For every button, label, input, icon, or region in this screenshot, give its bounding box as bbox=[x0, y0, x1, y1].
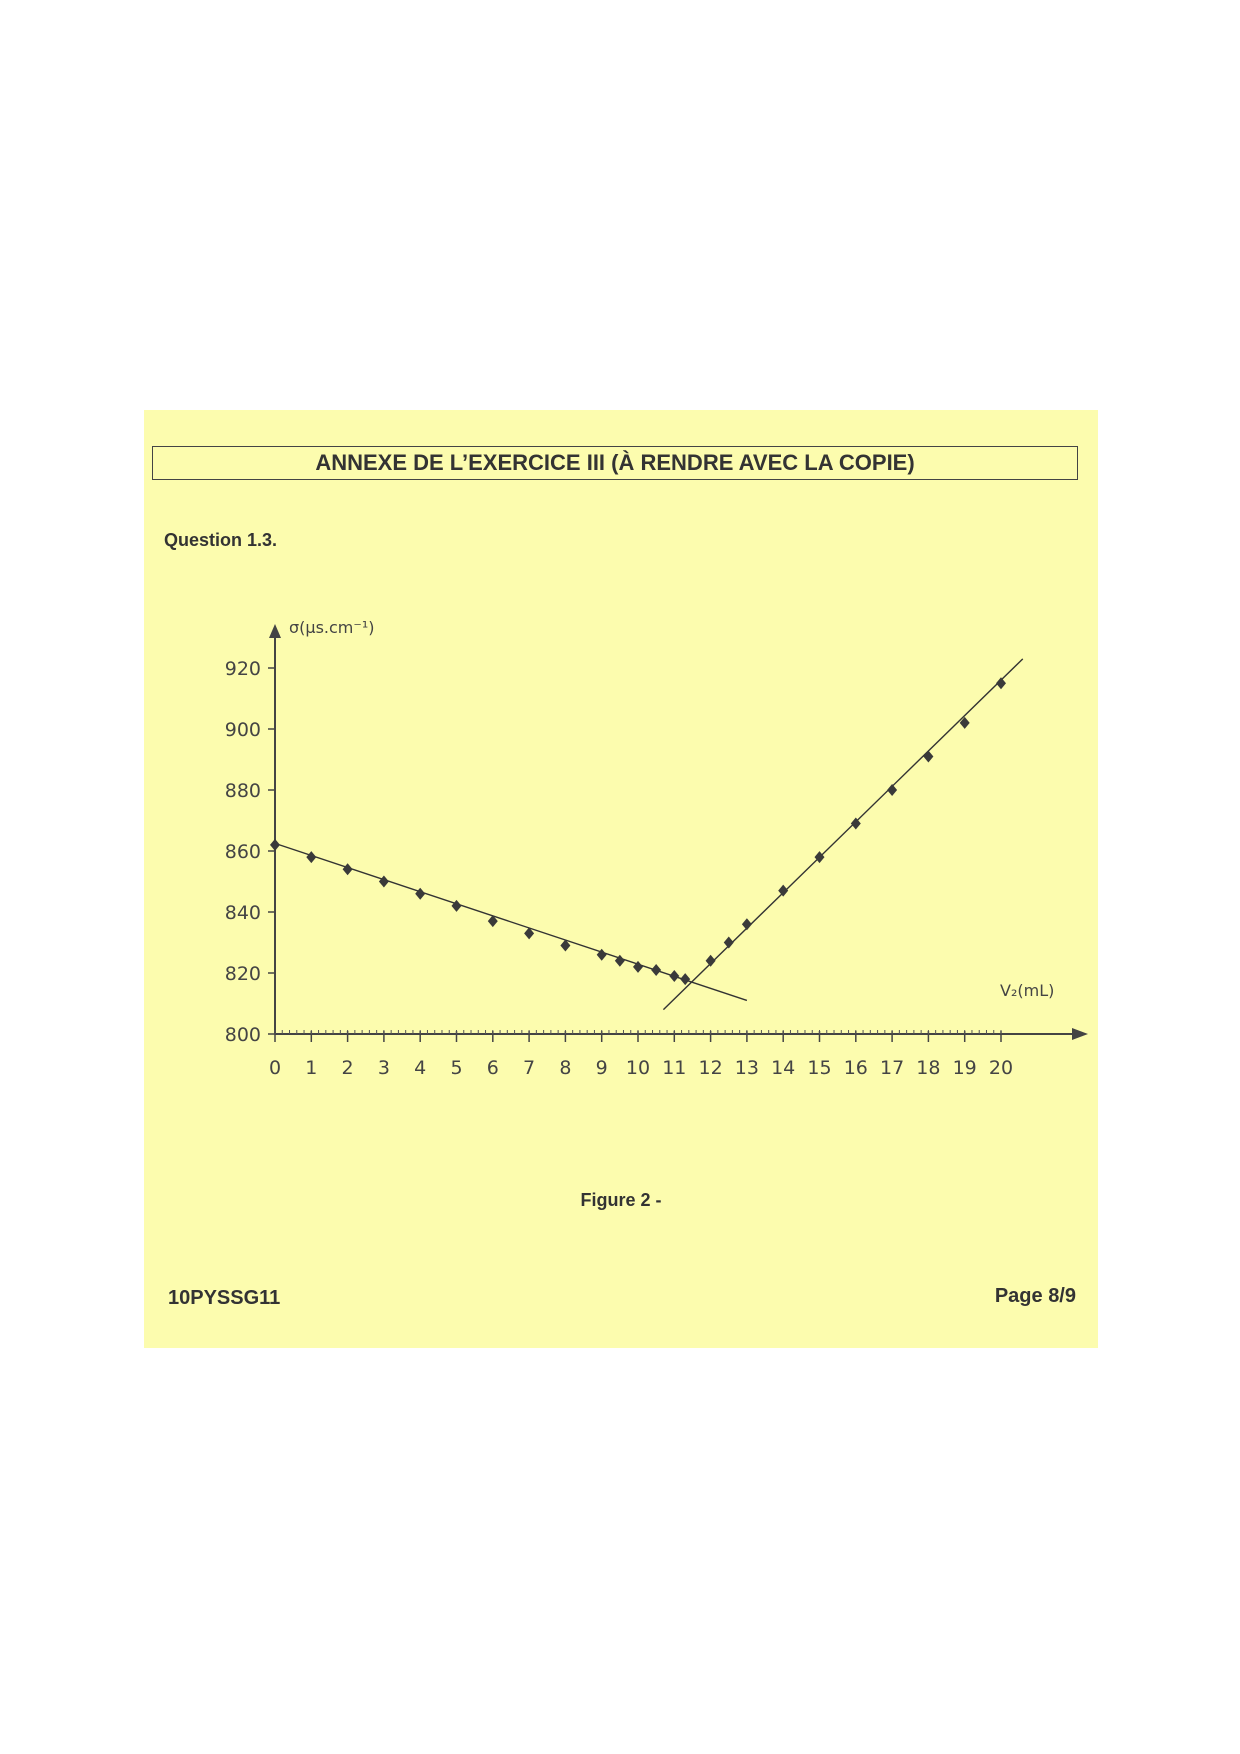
y-tick-label: 800 bbox=[224, 1024, 261, 1046]
data-point bbox=[923, 750, 933, 762]
annex-title-text: ANNEXE DE L’EXERCICE III (À RENDRE AVEC LA COPIE) bbox=[315, 450, 915, 475]
y-axis-label: σ(µs.cm⁻¹) bbox=[289, 618, 375, 637]
x-tick-label: 1 bbox=[305, 1057, 318, 1079]
data-point bbox=[452, 900, 462, 912]
x-tick-label: 19 bbox=[952, 1057, 977, 1079]
data-point bbox=[742, 918, 752, 930]
x-tick-label: 2 bbox=[341, 1057, 354, 1079]
y-tick-label: 840 bbox=[224, 902, 261, 924]
y-axis-arrow bbox=[269, 624, 281, 638]
data-point bbox=[680, 973, 690, 985]
x-axis-label: V₂(mL) bbox=[1000, 981, 1055, 1000]
data-point bbox=[706, 955, 716, 967]
document-code: 10PYSSG11 bbox=[168, 1287, 281, 1309]
y-tick-label: 860 bbox=[224, 841, 261, 863]
x-tick-label: 20 bbox=[988, 1057, 1014, 1079]
x-tick-label: 15 bbox=[807, 1057, 832, 1079]
x-axis-arrow bbox=[1072, 1028, 1088, 1040]
x-minor-ticks bbox=[275, 1030, 1001, 1034]
question-label: Question 1.3. bbox=[164, 530, 278, 550]
data-point bbox=[669, 970, 679, 982]
x-tick-label: 9 bbox=[595, 1057, 608, 1079]
data-point bbox=[887, 784, 897, 796]
x-ticks bbox=[269, 1031, 1013, 1079]
x-tick-label: 13 bbox=[734, 1057, 759, 1079]
page-number: Page 8/9 bbox=[994, 1285, 1076, 1307]
figure-caption: Figure 2 - bbox=[580, 1190, 662, 1210]
x-tick-label: 14 bbox=[771, 1057, 796, 1079]
x-tick-label: 11 bbox=[662, 1057, 687, 1079]
x-tick-label: 3 bbox=[377, 1057, 390, 1079]
x-tick-label: 4 bbox=[414, 1057, 427, 1079]
y-tick-label: 820 bbox=[224, 963, 261, 985]
x-tick-label: 18 bbox=[916, 1057, 941, 1079]
data-point bbox=[415, 888, 425, 900]
x-tick-label: 5 bbox=[450, 1057, 463, 1079]
x-tick-label: 8 bbox=[559, 1057, 572, 1079]
data-point bbox=[306, 851, 316, 863]
y-tick-label: 900 bbox=[224, 719, 261, 741]
annex-sheet bbox=[144, 410, 1098, 1348]
y-ticks bbox=[225, 658, 275, 1046]
x-tick-label: 10 bbox=[625, 1057, 651, 1079]
fit-line bbox=[663, 659, 1022, 1010]
x-tick-label: 0 bbox=[268, 1057, 282, 1079]
y-tick-label: 880 bbox=[224, 780, 261, 802]
data-point bbox=[651, 964, 661, 976]
data-point bbox=[270, 839, 280, 851]
data-point bbox=[343, 863, 353, 875]
conductivity-chart bbox=[144, 410, 1098, 1170]
x-tick-label: 12 bbox=[698, 1057, 723, 1079]
x-tick-label: 17 bbox=[880, 1057, 905, 1079]
data-point bbox=[996, 677, 1006, 689]
data-point bbox=[379, 876, 389, 888]
x-tick-label: 16 bbox=[843, 1057, 868, 1079]
fit-lines bbox=[275, 659, 1023, 1010]
x-tick-label: 6 bbox=[486, 1057, 499, 1079]
data-point bbox=[724, 937, 734, 949]
y-tick-label: 920 bbox=[224, 658, 261, 680]
data-point bbox=[778, 885, 788, 897]
data-points bbox=[270, 677, 1006, 985]
x-tick-label: 7 bbox=[523, 1057, 536, 1079]
